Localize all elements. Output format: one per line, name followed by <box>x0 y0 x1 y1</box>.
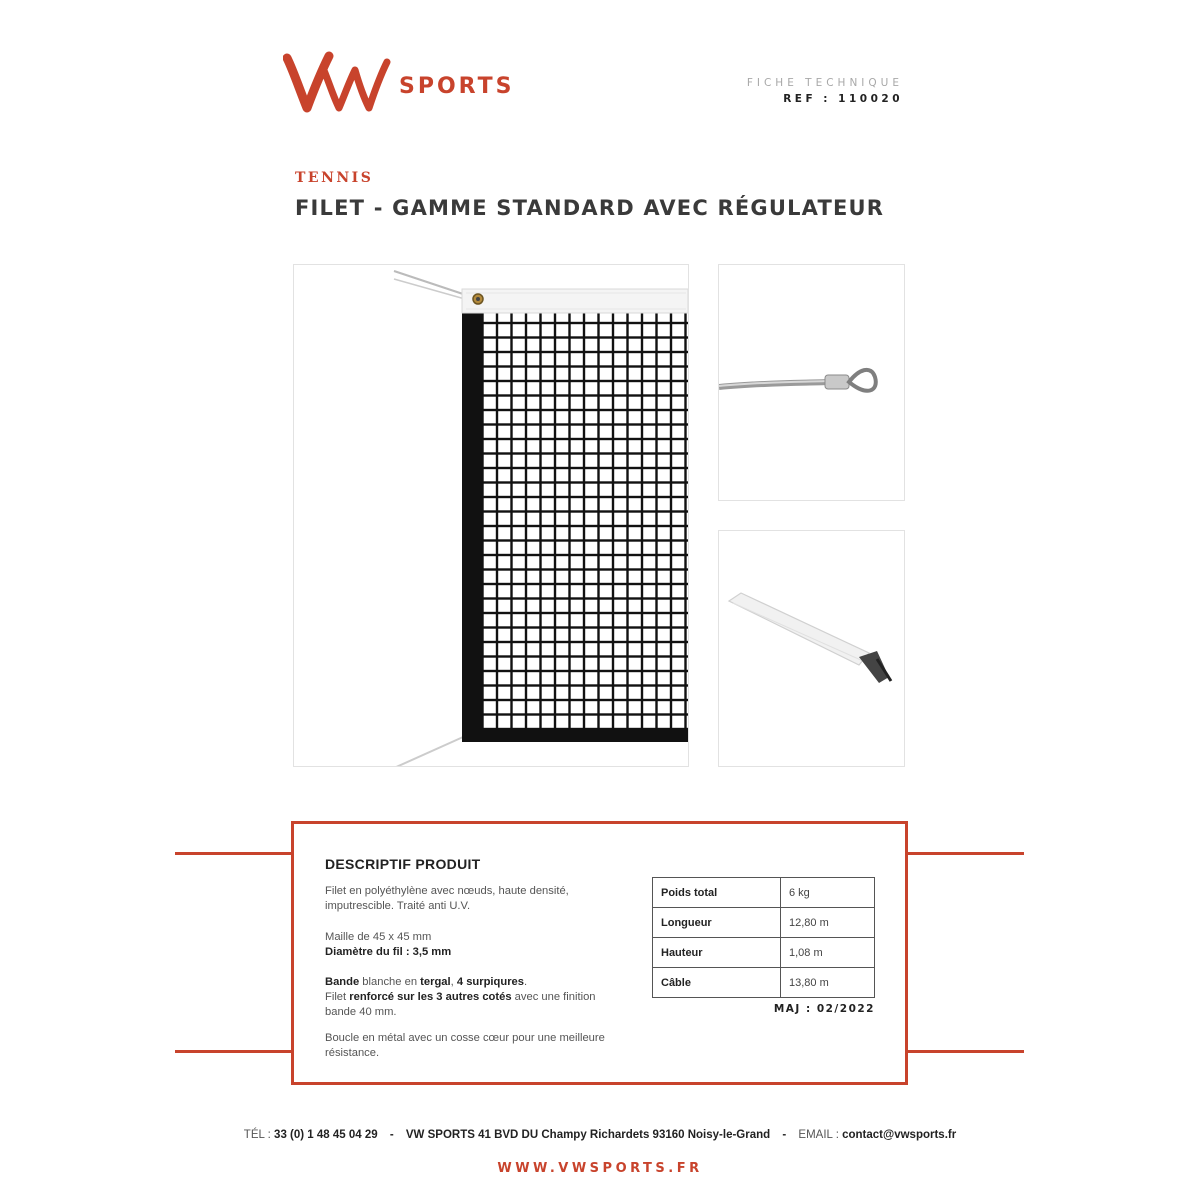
sheet-label: FICHE TECHNIQUE <box>746 77 903 89</box>
email-label: EMAIL : <box>798 1129 843 1141</box>
spec-label: Hauteur <box>653 938 781 968</box>
description-paragraph: Filet en polyéthylène avec nœuds, haute densité, imputrescible. Traité anti U.V. <box>325 885 569 912</box>
brand-name: SPORTS <box>399 74 515 99</box>
product-category: TENNIS <box>295 170 374 186</box>
text-bold: renforcé sur les 3 autres cotés <box>349 991 512 1003</box>
spec-label: Poids total <box>653 878 781 908</box>
text-bold: Bande <box>325 976 360 988</box>
text-run: Filet <box>325 991 350 1003</box>
description-paragraph: Boucle en métal avec un cosse cœur pour une meilleure résistance. <box>325 1032 605 1059</box>
table-row <box>653 968 875 998</box>
text-run: . <box>524 976 528 988</box>
description-paragraph <box>325 975 625 1020</box>
spec-value: 12,80 m <box>781 908 875 938</box>
text-run: avec une finition bande 40 mm. <box>325 991 596 1018</box>
spec-value: 13,80 m <box>781 968 875 998</box>
tennis-net-image <box>293 264 689 767</box>
product-title: FILET - GAMME STANDARD AVEC RÉGULATEUR <box>295 196 885 220</box>
company-address: VW SPORTS 41 BVD DU Champy Richardets 93160 Noisy-le-Grand <box>405 1129 771 1141</box>
steel-cable-image <box>718 264 905 501</box>
spec-value: 1,08 m <box>781 938 875 968</box>
update-date: MAJ : 02/2022 <box>773 1003 875 1015</box>
text-bold: tergal <box>420 976 451 988</box>
adjuster-strap-image <box>718 530 905 767</box>
text-run: blanche en <box>359 976 421 988</box>
tel-label: TÉL : <box>243 1129 275 1141</box>
mesh-size-text: Maille de 45 x 45 mm <box>325 931 432 943</box>
vw-logo-mark <box>283 50 395 116</box>
decorative-rule <box>906 1050 1024 1053</box>
spec-label: Longueur <box>653 908 781 938</box>
spec-value: 6 kg <box>781 878 875 908</box>
separator: - <box>782 1129 787 1141</box>
sheet-info <box>747 77 903 105</box>
brand-logo <box>283 50 523 120</box>
description-paragraph <box>325 930 625 960</box>
text-run: , <box>450 976 457 988</box>
decorative-rule <box>175 1050 293 1053</box>
footer-contact <box>0 1129 1200 1141</box>
text-bold: 4 surpiqures <box>456 976 525 988</box>
sheet-ref: REF : 110020 <box>783 93 903 105</box>
decorative-rule <box>175 852 293 855</box>
description-heading: DESCRIPTIF PRODUIT <box>325 856 481 872</box>
separator: - <box>389 1129 394 1141</box>
email-link[interactable]: contact@vwsports.fr <box>842 1129 957 1141</box>
table-row <box>653 908 875 938</box>
spec-label: Câble <box>653 968 781 998</box>
table-row <box>653 938 875 968</box>
table-row <box>653 878 875 908</box>
website-link[interactable]: WWW.VWSPORTS.FR <box>497 1161 703 1176</box>
specs-table <box>652 877 875 998</box>
wire-diameter-text: Diamètre du fil : 3,5 mm <box>325 946 452 958</box>
decorative-rule <box>906 852 1024 855</box>
phone-number[interactable]: 33 (0) 1 48 45 04 29 <box>274 1129 378 1141</box>
